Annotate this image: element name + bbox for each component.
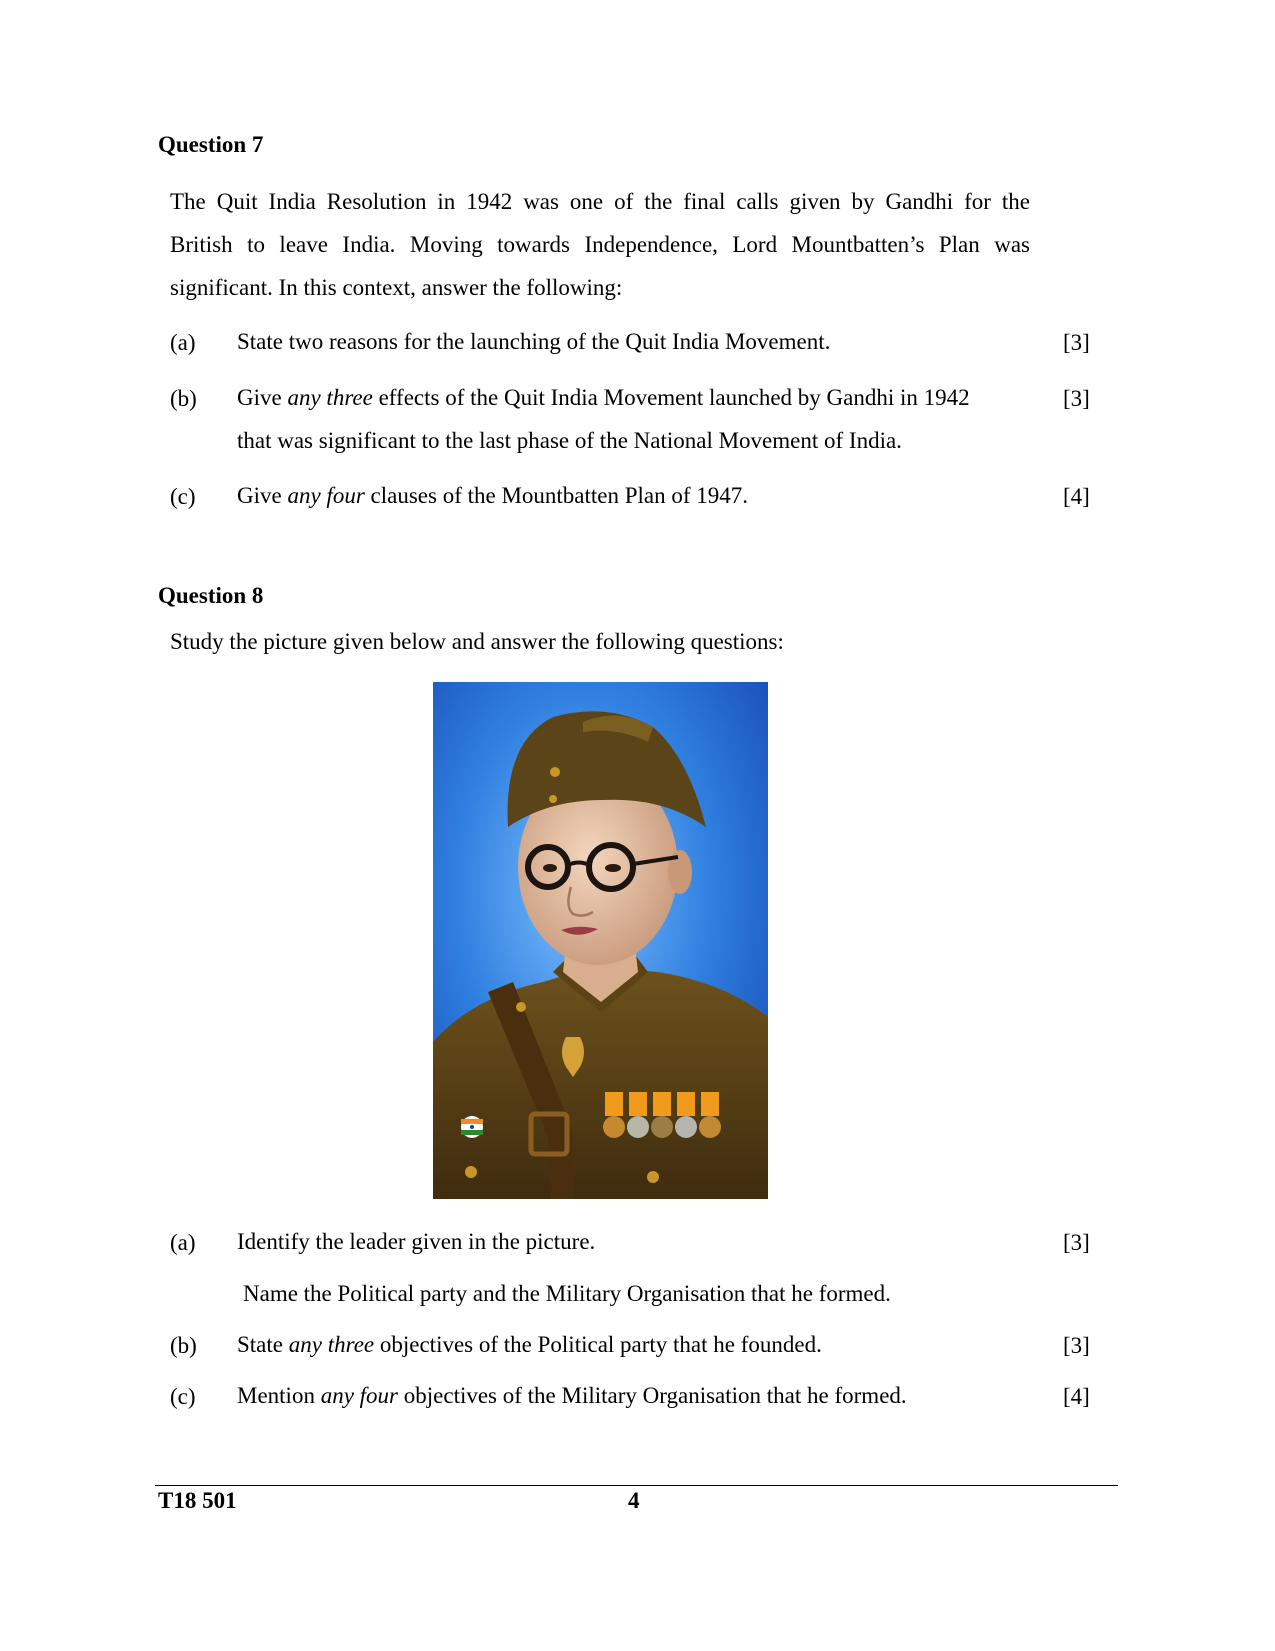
intro-line: The Quit India Resolution in 1942 was one of the final calls given by Gandhi for the	[170, 189, 1030, 214]
q7-b-marks: [3]	[1063, 386, 1090, 411]
q7-c-pre: Give	[237, 483, 288, 508]
intro-line: British to leave India. Moving towards Independence, Lord Mountbatten’s Plan was	[170, 232, 1030, 257]
q7-c-post: clauses of the Mountbatten Plan of 1947.	[364, 483, 749, 508]
q8-b-pre: State	[237, 1332, 289, 1357]
paper-code: T18 501	[158, 1488, 237, 1513]
q8-c-post: objectives of the Military Organisation that he formed.	[398, 1383, 907, 1408]
q8-b-post: objectives of the Political party that he founded.	[374, 1332, 822, 1357]
q7-b-emphasis: any three	[287, 385, 373, 410]
q8-c-pre: Mention	[237, 1383, 321, 1408]
q8-a-line2: Name the Political party and the Military Organisation that he formed.	[243, 1281, 891, 1306]
q7-b-pre: Give	[237, 385, 288, 410]
q7-c-emphasis: any four	[287, 483, 365, 508]
intro-line: significant. In this context, answer the following:	[170, 275, 623, 300]
q8-a-marks: [3]	[1063, 1230, 1090, 1255]
q8-c-emphasis: any four	[320, 1383, 399, 1408]
q7-a-text: State two reasons for the launching of the Quit India Movement.	[237, 329, 831, 354]
q7-c-marks: [4]	[1063, 484, 1090, 509]
q8-b-marks: [3]	[1063, 1333, 1090, 1358]
page-number: 4	[628, 1488, 640, 1513]
q8-b-label: (b)	[170, 1333, 197, 1358]
q8-c-label: (c)	[170, 1384, 196, 1409]
q8-b-text	[237, 1323, 822, 1366]
q7-b-label: (b)	[170, 386, 197, 411]
q7-b-post: effects of the Quit India Movement launched by Gandhi in 1942	[372, 385, 970, 410]
question-7-heading: Question 7	[158, 132, 264, 157]
q8-a-label: (a)	[170, 1230, 196, 1255]
q7-c-label: (c)	[170, 484, 196, 509]
q7-b-line2: that was significant to the last phase of the National Movement of India.	[237, 428, 902, 453]
q8-b-emphasis: any three	[288, 1332, 375, 1357]
q8-a-text: Identify the leader given in the picture.	[237, 1229, 596, 1254]
q8-c-text	[237, 1374, 907, 1417]
q7-a-marks: [3]	[1063, 330, 1090, 355]
question-8-heading: Question 8	[158, 583, 264, 608]
q8-c-marks: [4]	[1063, 1384, 1090, 1409]
footer-divider	[155, 1485, 1118, 1486]
question-7-intro	[170, 180, 1030, 309]
q7-b-text	[237, 376, 1032, 462]
q7-a-label: (a)	[170, 330, 196, 355]
q7-c-text	[237, 474, 748, 517]
leader-portrait	[433, 682, 768, 1199]
question-8-intro: Study the picture given below and answer the following questions:	[170, 629, 784, 654]
